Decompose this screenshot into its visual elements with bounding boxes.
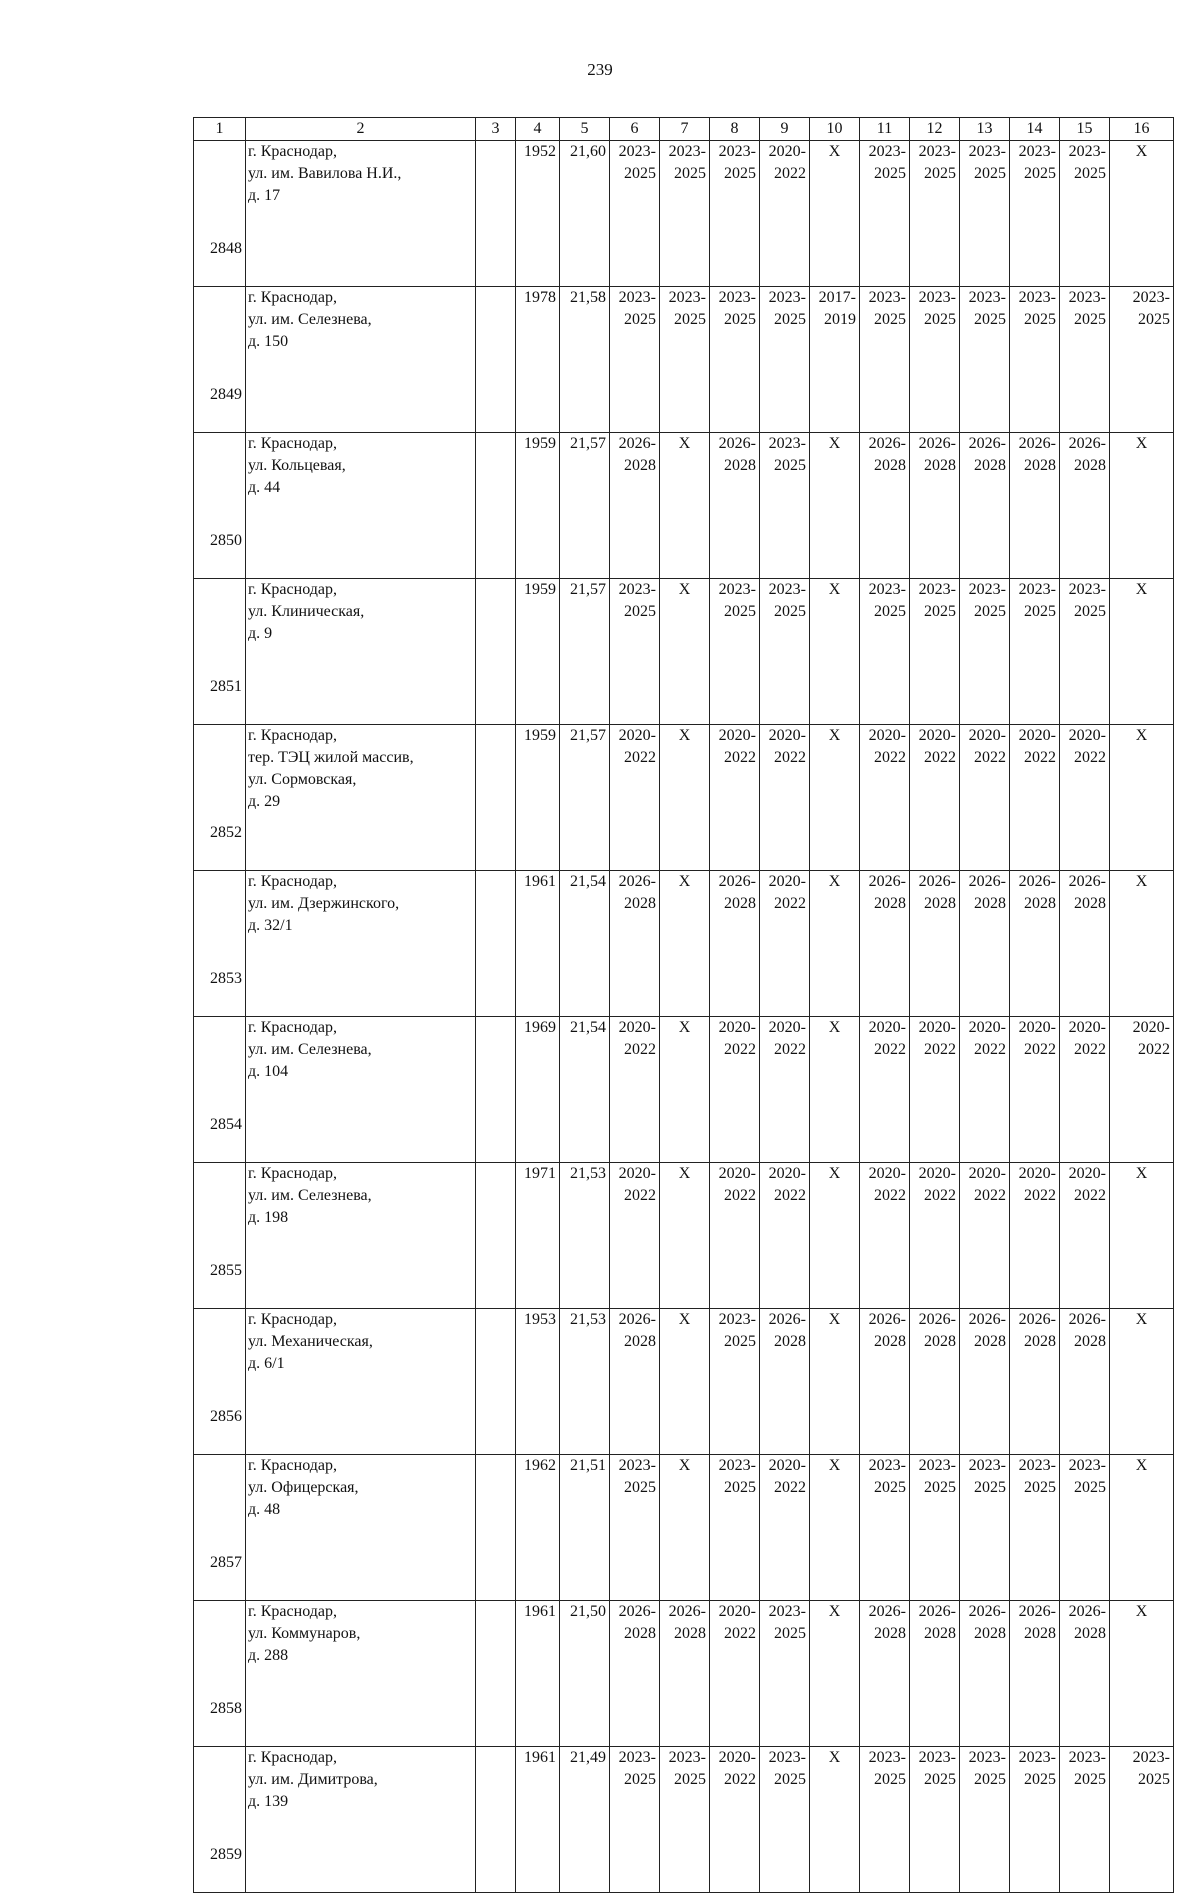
period-cell: 2023- 2025 xyxy=(910,579,960,725)
period-cell: 2023- 2025 xyxy=(1060,287,1110,433)
period-cell: 2020- 2022 xyxy=(710,1163,760,1309)
address-line: г. Краснодар, xyxy=(248,1019,337,1036)
period-cell: Х xyxy=(810,141,860,287)
period-cell: Х xyxy=(810,871,860,1017)
period-cell: Х xyxy=(1110,141,1174,287)
period-cell: Х xyxy=(810,1601,860,1747)
address-line: д. 150 xyxy=(248,333,289,350)
period-cell: 2020- 2022 xyxy=(760,1163,810,1309)
address-line: д. 9 xyxy=(248,625,273,642)
value-cell: 21,54 xyxy=(560,871,610,1017)
address-line: г. Краснодар, xyxy=(248,289,337,306)
period-cell: 2023- 2025 xyxy=(910,141,960,287)
period-cell: 2026- 2028 xyxy=(1010,1309,1060,1455)
period-cell: 2023- 2025 xyxy=(960,287,1010,433)
period-cell: 2026- 2028 xyxy=(1060,871,1110,1017)
address-cell xyxy=(246,725,476,871)
period-cell: 2023- 2025 xyxy=(910,1455,960,1601)
address-cell xyxy=(246,1455,476,1601)
period-cell: Х xyxy=(810,1309,860,1455)
row-number: 2848 xyxy=(194,141,246,287)
period-cell: 2023- 2025 xyxy=(1010,141,1060,287)
period-cell: 2023- 2025 xyxy=(610,579,660,725)
period-cell: 2023- 2025 xyxy=(760,1601,810,1747)
column-header-4: 4 xyxy=(516,118,560,141)
address-cell xyxy=(246,141,476,287)
address-cell xyxy=(246,871,476,1017)
column-header-5: 5 xyxy=(560,118,610,141)
address-line: д. 139 xyxy=(248,1793,289,1810)
period-cell: 2020- 2022 xyxy=(1060,725,1110,871)
period-cell: 2023- 2025 xyxy=(660,287,710,433)
period-cell: 2026- 2028 xyxy=(960,1601,1010,1747)
row-number: 2850 xyxy=(194,433,246,579)
address-line: д. 44 xyxy=(248,479,281,496)
period-cell: 2020- 2022 xyxy=(610,725,660,871)
period-cell: 2023- 2025 xyxy=(1060,141,1110,287)
column-header-12: 12 xyxy=(910,118,960,141)
period-cell: 2023- 2025 xyxy=(1010,1747,1060,1893)
period-cell: 2020- 2022 xyxy=(1010,1163,1060,1309)
address-line: г. Краснодар, xyxy=(248,727,337,744)
period-cell: 2023- 2025 xyxy=(960,579,1010,725)
column-header-15: 15 xyxy=(1060,118,1110,141)
period-cell: Х xyxy=(810,579,860,725)
period-cell: 2026- 2028 xyxy=(710,433,760,579)
period-cell: Х xyxy=(660,579,710,725)
column-header-6: 6 xyxy=(610,118,660,141)
period-cell: 2026- 2028 xyxy=(710,871,760,1017)
value-cell: 21,50 xyxy=(560,1601,610,1747)
address-line: тер. ТЭЦ жилой массив, xyxy=(248,749,414,766)
period-cell: 2020- 2022 xyxy=(760,725,810,871)
year-cell: 1959 xyxy=(516,433,560,579)
year-cell: 1953 xyxy=(516,1309,560,1455)
period-cell: Х xyxy=(660,1163,710,1309)
period-cell: 2023- 2025 xyxy=(1010,579,1060,725)
period-cell: 2020- 2022 xyxy=(1110,1017,1174,1163)
page-number: 239 xyxy=(587,60,613,79)
period-cell: Х xyxy=(1110,871,1174,1017)
period-cell: Х xyxy=(660,1017,710,1163)
value-cell: 21,57 xyxy=(560,579,610,725)
value-cell: 21,60 xyxy=(560,141,610,287)
column-header-9: 9 xyxy=(760,118,810,141)
period-cell: 2020- 2022 xyxy=(910,1017,960,1163)
address-line: д. 48 xyxy=(248,1501,281,1518)
column-header-16: 16 xyxy=(1110,118,1174,141)
table-row xyxy=(194,1747,1174,1893)
row-number: 2856 xyxy=(194,1309,246,1455)
period-cell: 2023- 2025 xyxy=(610,141,660,287)
period-cell: Х xyxy=(1110,1601,1174,1747)
address-cell xyxy=(246,1601,476,1747)
period-cell: 2023- 2025 xyxy=(960,1455,1010,1601)
period-cell: Х xyxy=(660,1455,710,1601)
column-3-cell xyxy=(476,1017,516,1163)
period-cell: 2020- 2022 xyxy=(710,1017,760,1163)
period-cell: 2023- 2025 xyxy=(710,1309,760,1455)
column-3-cell xyxy=(476,579,516,725)
period-cell: 2023- 2025 xyxy=(760,287,810,433)
year-cell: 1971 xyxy=(516,1163,560,1309)
period-cell: 2020- 2022 xyxy=(860,1017,910,1163)
value-cell: 21,54 xyxy=(560,1017,610,1163)
address-line: ул. им. Дзержинского, xyxy=(248,895,400,912)
column-3-cell xyxy=(476,1747,516,1893)
address-cell xyxy=(246,1309,476,1455)
column-3-cell xyxy=(476,1601,516,1747)
period-cell: 2026- 2028 xyxy=(910,1309,960,1455)
period-cell: 2023- 2025 xyxy=(760,433,810,579)
table-row xyxy=(194,1455,1174,1601)
period-cell: 2023- 2025 xyxy=(610,1747,660,1893)
period-cell: 2020- 2022 xyxy=(960,1017,1010,1163)
period-cell: 2026- 2028 xyxy=(960,433,1010,579)
address-line: ул. Кольцевая, xyxy=(248,457,346,474)
period-cell: 2020- 2022 xyxy=(960,725,1010,871)
year-cell: 1961 xyxy=(516,1747,560,1893)
year-cell: 1969 xyxy=(516,1017,560,1163)
table-row xyxy=(194,433,1174,579)
address-line: г. Краснодар, xyxy=(248,1311,337,1328)
period-cell: 2026- 2028 xyxy=(1060,433,1110,579)
period-cell: 2023- 2025 xyxy=(710,579,760,725)
period-cell: 2023- 2025 xyxy=(1110,287,1174,433)
column-header-7: 7 xyxy=(660,118,710,141)
period-cell: 2023- 2025 xyxy=(1060,579,1110,725)
row-number: 2854 xyxy=(194,1017,246,1163)
column-3-cell xyxy=(476,287,516,433)
table-row xyxy=(194,871,1174,1017)
address-cell xyxy=(246,1747,476,1893)
period-cell: 2020- 2022 xyxy=(610,1017,660,1163)
address-line: г. Краснодар, xyxy=(248,873,337,890)
period-cell: 2023- 2025 xyxy=(660,1747,710,1893)
value-cell: 21,57 xyxy=(560,725,610,871)
address-line: ул. им. Селезнева, xyxy=(248,1041,372,1058)
address-line: г. Краснодар, xyxy=(248,581,337,598)
value-cell: 21,49 xyxy=(560,1747,610,1893)
register-table xyxy=(193,117,1174,1893)
column-header-8: 8 xyxy=(710,118,760,141)
period-cell: Х xyxy=(810,725,860,871)
period-cell: 2026- 2028 xyxy=(1010,871,1060,1017)
column-3-cell xyxy=(476,725,516,871)
address-line: г. Краснодар, xyxy=(248,1165,337,1182)
address-line: д. 32/1 xyxy=(248,917,293,934)
address-cell xyxy=(246,1017,476,1163)
table-row xyxy=(194,579,1174,725)
period-cell: 2017- 2019 xyxy=(810,287,860,433)
period-cell: 2023- 2025 xyxy=(710,1455,760,1601)
period-cell: 2023- 2025 xyxy=(860,141,910,287)
address-line: ул. Коммунаров, xyxy=(248,1625,361,1642)
table-row xyxy=(194,1017,1174,1163)
address-cell xyxy=(246,287,476,433)
period-cell: Х xyxy=(660,871,710,1017)
address-line: г. Краснодар, xyxy=(248,1457,337,1474)
year-cell: 1959 xyxy=(516,725,560,871)
period-cell: 2020- 2022 xyxy=(760,871,810,1017)
table-row xyxy=(194,287,1174,433)
period-cell: 2023- 2025 xyxy=(860,1455,910,1601)
period-cell: Х xyxy=(1110,1163,1174,1309)
header-row xyxy=(194,118,1174,141)
period-cell: 2026- 2028 xyxy=(860,871,910,1017)
value-cell: 21,53 xyxy=(560,1309,610,1455)
row-number: 2853 xyxy=(194,871,246,1017)
period-cell: 2023- 2025 xyxy=(760,579,810,725)
period-cell: 2020- 2022 xyxy=(710,725,760,871)
period-cell: Х xyxy=(1110,1455,1174,1601)
value-cell: 21,58 xyxy=(560,287,610,433)
period-cell: 2023- 2025 xyxy=(660,141,710,287)
period-cell: Х xyxy=(1110,433,1174,579)
address-line: г. Краснодар, xyxy=(248,1603,337,1620)
period-cell: 2026- 2028 xyxy=(910,871,960,1017)
column-3-cell xyxy=(476,1455,516,1601)
address-line: г. Краснодар, xyxy=(248,143,337,160)
row-number: 2851 xyxy=(194,579,246,725)
table-row xyxy=(194,141,1174,287)
address-cell xyxy=(246,433,476,579)
year-cell: 1952 xyxy=(516,141,560,287)
period-cell: 2026- 2028 xyxy=(610,1601,660,1747)
period-cell: 2023- 2025 xyxy=(910,287,960,433)
period-cell: 2020- 2022 xyxy=(860,1163,910,1309)
period-cell: 2023- 2025 xyxy=(860,287,910,433)
period-cell: 2023- 2025 xyxy=(760,1747,810,1893)
column-header-2: 2 xyxy=(246,118,476,141)
period-cell: 2023- 2025 xyxy=(710,141,760,287)
address-line: г. Краснодар, xyxy=(248,1749,337,1766)
column-header-14: 14 xyxy=(1010,118,1060,141)
table-row xyxy=(194,1163,1174,1309)
address-line: д. 288 xyxy=(248,1647,289,1664)
period-cell: 2026- 2028 xyxy=(1010,433,1060,579)
period-cell: 2026- 2028 xyxy=(910,433,960,579)
period-cell: 2023- 2025 xyxy=(1010,1455,1060,1601)
address-line: ул. Сормовская, xyxy=(248,771,357,788)
period-cell: 2023- 2025 xyxy=(860,579,910,725)
period-cell: 2026- 2028 xyxy=(910,1601,960,1747)
address-line: д. 6/1 xyxy=(248,1355,285,1372)
address-cell xyxy=(246,579,476,725)
period-cell: Х xyxy=(810,1747,860,1893)
period-cell: 2026- 2028 xyxy=(660,1601,710,1747)
address-line: ул. им. Вавилова Н.И., xyxy=(248,165,402,182)
period-cell: Х xyxy=(810,1017,860,1163)
address-line: д. 104 xyxy=(248,1063,289,1080)
period-cell: 2023- 2025 xyxy=(610,287,660,433)
column-3-cell xyxy=(476,433,516,579)
address-line: д. 198 xyxy=(248,1209,289,1226)
period-cell: 2020- 2022 xyxy=(1010,725,1060,871)
value-cell: 21,53 xyxy=(560,1163,610,1309)
column-header-11: 11 xyxy=(860,118,910,141)
address-line: ул. им. Селезнева, xyxy=(248,311,372,328)
row-number: 2855 xyxy=(194,1163,246,1309)
value-cell: 21,57 xyxy=(560,433,610,579)
period-cell: 2026- 2028 xyxy=(760,1309,810,1455)
period-cell: Х xyxy=(660,725,710,871)
period-cell: 2020- 2022 xyxy=(710,1747,760,1893)
period-cell: 2020- 2022 xyxy=(1010,1017,1060,1163)
year-cell: 1961 xyxy=(516,871,560,1017)
period-cell: 2023- 2025 xyxy=(610,1455,660,1601)
period-cell: 2023- 2025 xyxy=(1010,287,1060,433)
column-header-3: 3 xyxy=(476,118,516,141)
column-header-1: 1 xyxy=(194,118,246,141)
period-cell: 2023- 2025 xyxy=(1060,1747,1110,1893)
column-3-cell xyxy=(476,1163,516,1309)
period-cell: 2023- 2025 xyxy=(910,1747,960,1893)
period-cell: 2026- 2028 xyxy=(610,1309,660,1455)
column-header-10: 10 xyxy=(810,118,860,141)
period-cell: 2026- 2028 xyxy=(610,871,660,1017)
period-cell: 2020- 2022 xyxy=(860,725,910,871)
period-cell: Х xyxy=(810,1455,860,1601)
period-cell: 2023- 2025 xyxy=(960,141,1010,287)
row-number: 2858 xyxy=(194,1601,246,1747)
period-cell: 2020- 2022 xyxy=(760,141,810,287)
period-cell: Х xyxy=(660,1309,710,1455)
address-line: ул. Механическая, xyxy=(248,1333,373,1350)
period-cell: Х xyxy=(810,1163,860,1309)
period-cell: 2026- 2028 xyxy=(1060,1601,1110,1747)
row-number: 2852 xyxy=(194,725,246,871)
address-line: ул. им. Димитрова, xyxy=(248,1771,378,1788)
year-cell: 1961 xyxy=(516,1601,560,1747)
value-cell: 21,51 xyxy=(560,1455,610,1601)
row-number: 2857 xyxy=(194,1455,246,1601)
period-cell: 2020- 2022 xyxy=(910,1163,960,1309)
period-cell: 2026- 2028 xyxy=(860,433,910,579)
period-cell: 2020- 2022 xyxy=(610,1163,660,1309)
period-cell: 2020- 2022 xyxy=(710,1601,760,1747)
row-number: 2849 xyxy=(194,287,246,433)
period-cell: 2026- 2028 xyxy=(960,1309,1010,1455)
period-cell: 2026- 2028 xyxy=(860,1309,910,1455)
period-cell: 2026- 2028 xyxy=(610,433,660,579)
period-cell: 2020- 2022 xyxy=(760,1017,810,1163)
address-line: ул. Офицерская, xyxy=(248,1479,359,1496)
period-cell: 2020- 2022 xyxy=(910,725,960,871)
year-cell: 1959 xyxy=(516,579,560,725)
table-row xyxy=(194,1601,1174,1747)
column-3-cell xyxy=(476,1309,516,1455)
column-3-cell xyxy=(476,871,516,1017)
year-cell: 1962 xyxy=(516,1455,560,1601)
year-cell: 1978 xyxy=(516,287,560,433)
period-cell: Х xyxy=(1110,725,1174,871)
address-line: ул. им. Селезнева, xyxy=(248,1187,372,1204)
period-cell: 2020- 2022 xyxy=(760,1455,810,1601)
address-line: г. Краснодар, xyxy=(248,435,337,452)
period-cell: 2023- 2025 xyxy=(860,1747,910,1893)
address-line: д. 17 xyxy=(248,187,281,204)
address-line: д. 29 xyxy=(248,793,281,810)
period-cell: 2026- 2028 xyxy=(1060,1309,1110,1455)
period-cell: 2023- 2025 xyxy=(1110,1747,1174,1893)
table-row xyxy=(194,1309,1174,1455)
address-cell xyxy=(246,1163,476,1309)
period-cell: 2023- 2025 xyxy=(710,287,760,433)
table-body xyxy=(194,118,1174,1893)
period-cell: 2020- 2022 xyxy=(1060,1163,1110,1309)
period-cell: 2023- 2025 xyxy=(1060,1455,1110,1601)
period-cell: 2026- 2028 xyxy=(1010,1601,1060,1747)
period-cell: 2020- 2022 xyxy=(960,1163,1010,1309)
period-cell: 2023- 2025 xyxy=(960,1747,1010,1893)
column-3-cell xyxy=(476,141,516,287)
column-header-13: 13 xyxy=(960,118,1010,141)
period-cell: Х xyxy=(1110,579,1174,725)
period-cell: Х xyxy=(1110,1309,1174,1455)
period-cell: Х xyxy=(660,433,710,579)
table-row xyxy=(194,725,1174,871)
period-cell: Х xyxy=(810,433,860,579)
period-cell: 2026- 2028 xyxy=(860,1601,910,1747)
period-cell: 2026- 2028 xyxy=(960,871,1010,1017)
address-line: ул. Клиническая, xyxy=(248,603,365,620)
row-number: 2859 xyxy=(194,1747,246,1893)
period-cell: 2020- 2022 xyxy=(1060,1017,1110,1163)
